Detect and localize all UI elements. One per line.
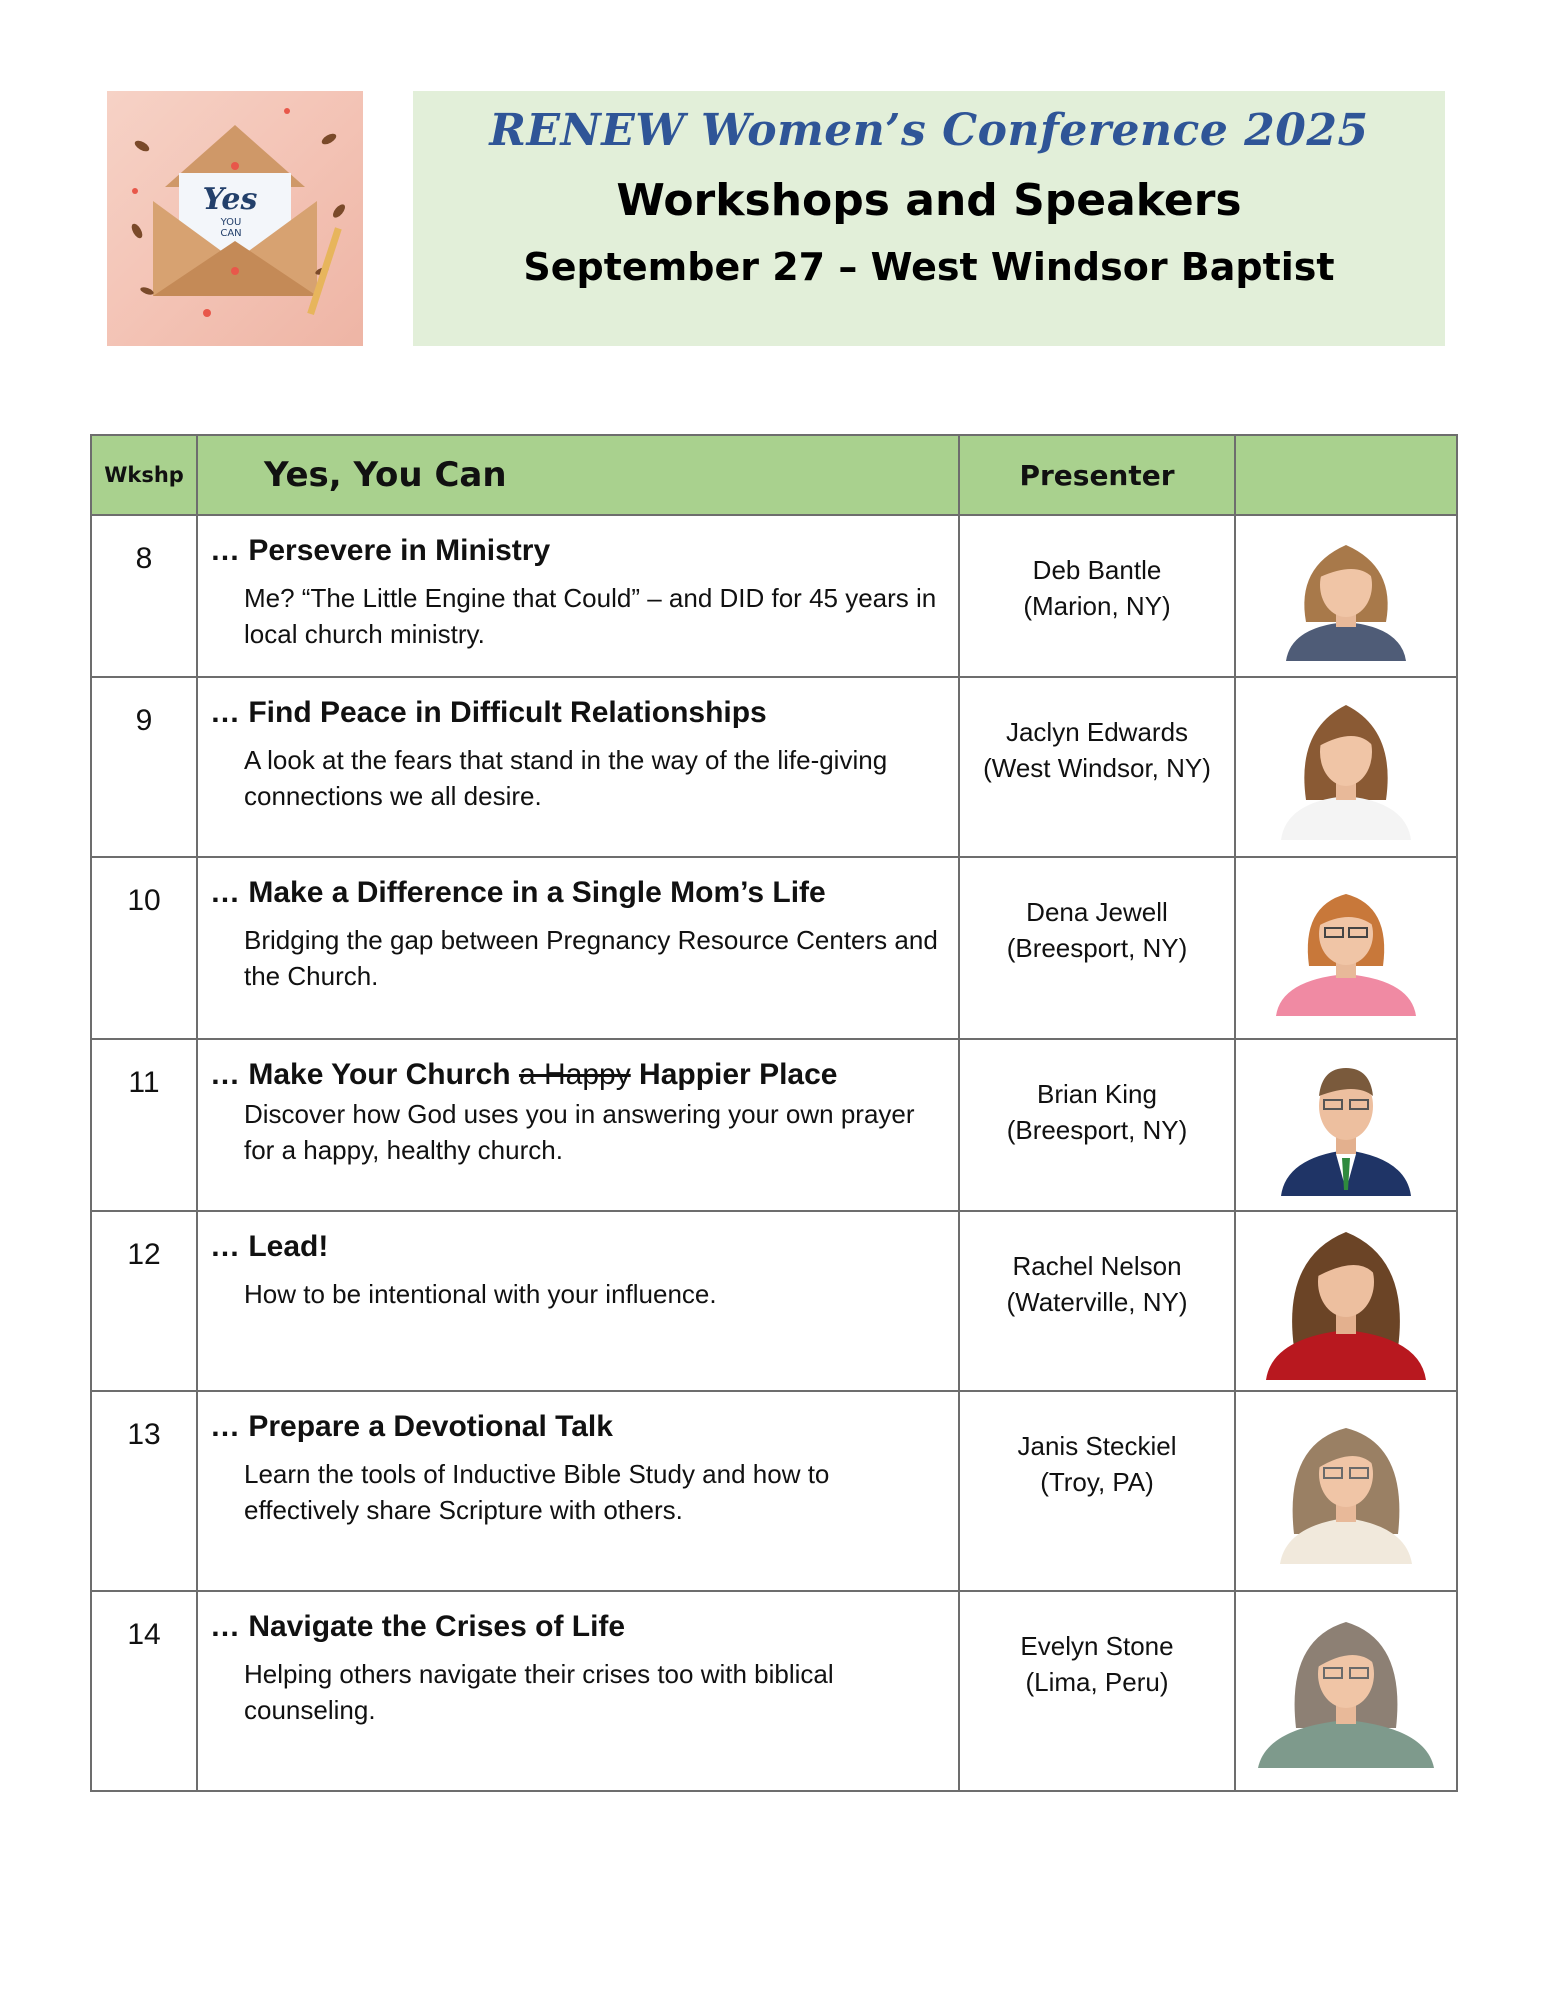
- presenter-photo: [1264, 1218, 1428, 1380]
- presenter-name: Jaclyn Edwards: [1005, 717, 1189, 747]
- workshop-number: 14: [91, 1591, 197, 1791]
- workshop-info: [197, 857, 959, 1039]
- date-location: September 27 – West Windsor Baptist: [523, 245, 1335, 289]
- table-row: [91, 1211, 1457, 1391]
- logo-subtext: [199, 217, 263, 239]
- workshop-title: … Find Peace in Difficult Relationships: [210, 696, 767, 729]
- presenter-info: [959, 1211, 1235, 1391]
- conference-logo: [107, 91, 363, 346]
- presenter-location: (Breesport, NY): [1006, 1115, 1188, 1145]
- workshop-title-strike: a Happy: [518, 1058, 631, 1091]
- presenter-photo-cell: [1235, 1039, 1457, 1211]
- title-banner: [413, 91, 1445, 346]
- workshop-number: 8: [91, 515, 197, 677]
- workshop-info: [197, 1211, 959, 1391]
- table-row: [91, 1591, 1457, 1791]
- table-row: [91, 857, 1457, 1039]
- presenter-info: [959, 677, 1235, 857]
- logo-yes-text: Yes: [202, 182, 258, 217]
- presenter-name: Evelyn Stone: [1020, 1631, 1174, 1661]
- presenter-name: Dena Jewell: [1026, 897, 1168, 927]
- presenter-photo: [1256, 1610, 1436, 1768]
- workshop-title: … Lead!: [210, 1230, 329, 1263]
- presenter-name: Janis Steckiel: [1017, 1431, 1177, 1461]
- presenter-photo: [1271, 690, 1421, 840]
- table-row: [91, 515, 1457, 677]
- workshop-number: 13: [91, 1391, 197, 1591]
- presenter-info: [959, 1039, 1235, 1211]
- workshop-description: Learn the tools of Inductive Bible Study and how to effectively share Scripture with others.: [244, 1459, 830, 1525]
- workshop-title-prefix: … Make Your Church: [210, 1058, 519, 1091]
- workshop-description: Bridging the gap between Pregnancy Resource Centers and the Church.: [244, 925, 938, 991]
- presenter-photo: [1276, 527, 1416, 661]
- header-photo: [1235, 435, 1457, 515]
- presenter-location: (Breesport, NY): [1006, 933, 1188, 963]
- presenter-location: (Lima, Peru): [1025, 1667, 1169, 1697]
- table-row: [91, 677, 1457, 857]
- presenter-photo: [1276, 1050, 1416, 1196]
- workshop-description: Helping others navigate their crises too with biblical counseling.: [244, 1659, 834, 1725]
- table-row: [91, 1039, 1457, 1211]
- workshops-table: [90, 434, 1458, 1792]
- presenter-name: Deb Bantle: [1032, 555, 1162, 585]
- table-header-row: [91, 435, 1457, 515]
- presenter-info: [959, 1391, 1235, 1591]
- conference-title: RENEW Women’s Conference 2025: [489, 105, 1369, 156]
- workshop-number: 9: [91, 677, 197, 857]
- workshop-description: A look at the fears that stand in the way of the life-giving connections we all desire.: [244, 745, 888, 811]
- workshop-title: … Persevere in Ministry: [210, 534, 551, 567]
- header-wkshp: Wkshp: [91, 435, 197, 515]
- presenter-location: (Marion, NY): [1023, 591, 1171, 621]
- presenter-photo-cell: [1235, 515, 1457, 677]
- presenter-photo: [1276, 1414, 1416, 1564]
- presenter-info: [959, 1591, 1235, 1791]
- workshop-info: [197, 677, 959, 857]
- workshop-number: 12: [91, 1211, 197, 1391]
- workshop-info: [197, 1039, 959, 1211]
- workshop-description: How to be intentional with your influence.: [244, 1279, 717, 1309]
- workshop-info: [197, 515, 959, 677]
- logo-subtext-line2: CAN: [220, 228, 242, 239]
- presenter-location: (Troy, PA): [1040, 1467, 1154, 1497]
- header-presenter: Presenter: [959, 435, 1235, 515]
- page-subtitle: Workshops and Speakers: [616, 175, 1242, 226]
- workshop-number: 10: [91, 857, 197, 1039]
- workshop-number: 11: [91, 1039, 197, 1211]
- workshop-info: [197, 1391, 959, 1591]
- presenter-location: (West Windsor, NY): [983, 753, 1211, 783]
- presenter-location: (Waterville, NY): [1006, 1287, 1188, 1317]
- workshop-title-suffix: Happier Place: [630, 1058, 838, 1091]
- workshop-title: … Navigate the Crises of Life: [210, 1610, 626, 1643]
- presenter-info: [959, 515, 1235, 677]
- presenter-photo-cell: [1235, 677, 1457, 857]
- workshop-title: … Make a Difference in a Single Mom’s Life: [210, 876, 826, 909]
- table-row: [91, 1391, 1457, 1591]
- presenter-info: [959, 857, 1235, 1039]
- presenter-photo-cell: [1235, 1391, 1457, 1591]
- presenter-photo-cell: [1235, 857, 1457, 1039]
- presenter-name: Rachel Nelson: [1012, 1251, 1182, 1281]
- header-title: Yes, You Can: [197, 435, 959, 515]
- presenter-photo: [1271, 876, 1421, 1016]
- logo-subtext-line1: YOU: [220, 217, 242, 228]
- presenter-name: Brian King: [1037, 1079, 1157, 1109]
- workshop-title: [210, 1056, 950, 1094]
- presenter-photo-cell: [1235, 1591, 1457, 1791]
- workshop-info: [197, 1591, 959, 1791]
- presenter-photo-cell: [1235, 1211, 1457, 1391]
- workshop-description: Discover how God uses you in answering your own prayer for a happy, healthy church.: [244, 1099, 915, 1165]
- workshop-title: … Prepare a Devotional Talk: [210, 1410, 613, 1443]
- workshop-description: Me? “The Little Engine that Could” – and DID for 45 years in local church ministry.: [244, 583, 937, 649]
